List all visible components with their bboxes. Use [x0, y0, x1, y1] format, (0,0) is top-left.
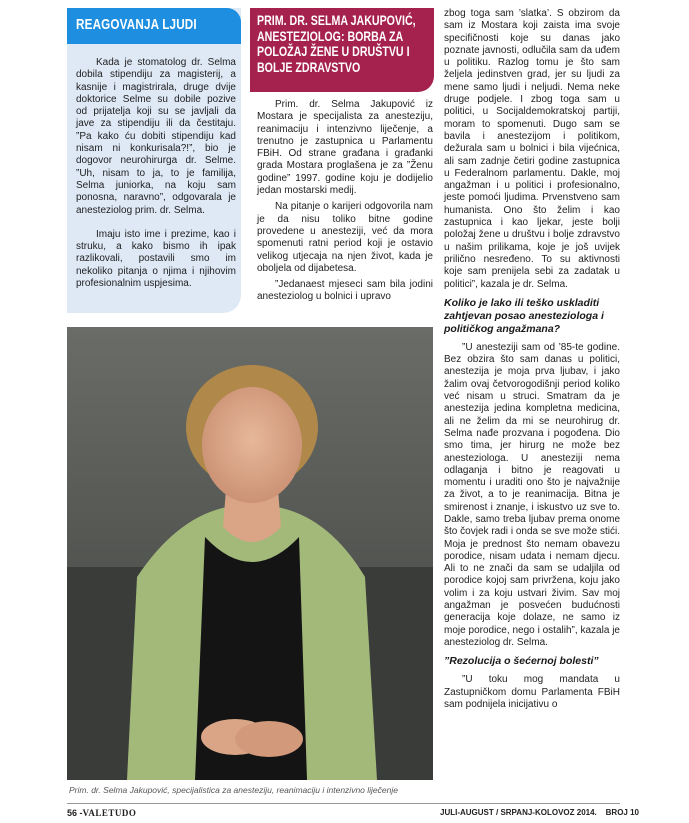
sidebar-paragraph: Kada je stomatolog dr. Selma dobila stipendiju za magisterij, a kasnije i magistrirala, druge dvije doktorice Selme su dobile pozive od prijatelja koji su se javljali da jave za stipendiju ili da čestitaju. ”Pa kako ću dobiti stipendiju kad nisam ni konkurisala?!”, bio je dogovor neurohirurga dr. Selme. ”Uh, nisam to ja, to je familija, Selma juniorka, na koju sam ponosna, naravno”, odgovarala je anesteziolog prim. dr. Selma. [76, 57, 236, 216]
footer-divider [67, 803, 620, 804]
article-column-middle [257, 99, 433, 308]
interview-question: Koliko je lako ili teško uskladiti zahtjevan posao anesteziologa i političkog angažmana? [444, 296, 604, 335]
sidebar-text [76, 57, 236, 302]
article-paragraph: Prim. dr. Selma Jakupović iz Mostara je specijalista za anesteziju, reanimaciju i intenzivno liječenje, a trenutno je zastupnica u Parlamentu FBiH. Od strane građana i građanki grada Mostara proglašena je za ”Ženu godine” 1997. godine koju je dodijelio jedan mostarski medij. [257, 99, 433, 197]
issue-number: BROJ 10 [605, 808, 640, 817]
footer-page [67, 808, 136, 818]
interview-question: ”Rezolucija o šećernoj bolesti” [444, 655, 599, 668]
issue-date: JULI-AUGUST / SRPANJ-KOLOVOZ 2014. [440, 808, 597, 817]
photo-caption: Prim. dr. Selma Jakupović, specijalistica za anesteziju, reanimaciju i intenzivno liječenje [69, 785, 398, 795]
article-paragraph: ”Jedanaest mjeseci sam bila jodini anesteziolog u bolnici i upravo [257, 279, 433, 303]
article-paragraph: Na pitanje o karijeri odgovorila nam je da nisu toliko bitne godine provedene u anesteziji, već da mora spomenuti ratni period koji je ostavio velikog utjecaja na njen život, kada je oboljela od dijabetesa. [257, 201, 433, 274]
magazine-name: VALETUDO [82, 808, 137, 818]
article-column-right [444, 8, 620, 715]
footer-issue [440, 808, 640, 817]
article-paragraph: ”U toku mog mandata u Zastupničkom domu Parlamenta FBiH sam podnijela inicijativu o [444, 674, 620, 710]
portrait-photo [67, 327, 433, 780]
article-paragraph: ”U anesteziji sam od ’85-te godine. Bez obzira što sam danas u politici, anestezija je moja prva ljubav, i jako žalim ovaj četvorogodišnji period koliko već nisam u struci. Smatram da je anestezija jedina kompletna medicina, ali ne želim da mi se neurohirug dr. Selma nađe prozvana i pogođena. Dio smo tima, jer hirurg ne može bez anesteziologa. U anesteziji nema odlaganja i bitno je reagovati u momentu i uraditi ono što je najvažnije za život, a to je reanimacija. Bitna je smirenost i znanje, i iskustvo uz sve to. Dakle, samo treba ljubav prema onome što čovjek radi i onda se sve može stići. Moja je prednost što nemam obavezu porodice, nisam udata i nemam djecu. Ali to ne znači da sam se udaljila od porodice kojoj sam privržena, koju jako volim i za koju ustvari živim. Sav moj angažman je posvećen budućnosti generacija koje dolaze, ne samo iz moje porodice, nego i ostalih”, kazala je anesteziolog dr. Selma. [444, 341, 620, 648]
sidebar-title: REAGOVANJA LJUDI [76, 16, 197, 33]
page-number: 56 - [67, 808, 83, 818]
article-title: PRIM. DR. SELMA JAKUPOVIĆ, ANESTEZIOLOG: BORBA ZA POLOŽAJ ŽENE U DRUŠTVU I BOLJE ZDRAVSTVO [257, 12, 416, 75]
sidebar-paragraph: Imaju isto ime i prezime, kao i struku, a kako bismo ih ipak razlikovali, postavili smo im nekoliko pitanja o njima i njihovim profesionalnim uspjesima. [76, 228, 236, 290]
article-paragraph: zbog toga sam ’slatka’. S obzirom da sam iz Mostara koji zaista ima svoje specifičnosti koje su danas jako poznate javnosti, odlučila sam da uđem u politiku. Razlog tomu je što sam željela jedinstven grad, jer su ljudi za mene samo ljudi i neljudi. Nema neke druge podjele. I zbog toga sam u politici, u Socijaldemokratskoj partiji, moram to spomenuti. Dugo sam se bavila i anestezijom i politikom, dežurala sam u bolnici i bila vijećnica, ali sam zadnje četiri godine zastupnica u Federalnom parlamentu. Dakle, moj angažman i u politici i profesionalno, jeste pomoći ljudima. Prvenstveno sam humanista. Ono što želim i kao zastupnica i kao ljekar, jeste bolji položaj žene u društvu i bolje zdravstvo u našim prilikama, koje je još uvijek prilično nesređeno. To su aktivnosti koje sam prenijela sebi za zadatak u politici”, kazala je dr. Selma. [444, 8, 620, 290]
